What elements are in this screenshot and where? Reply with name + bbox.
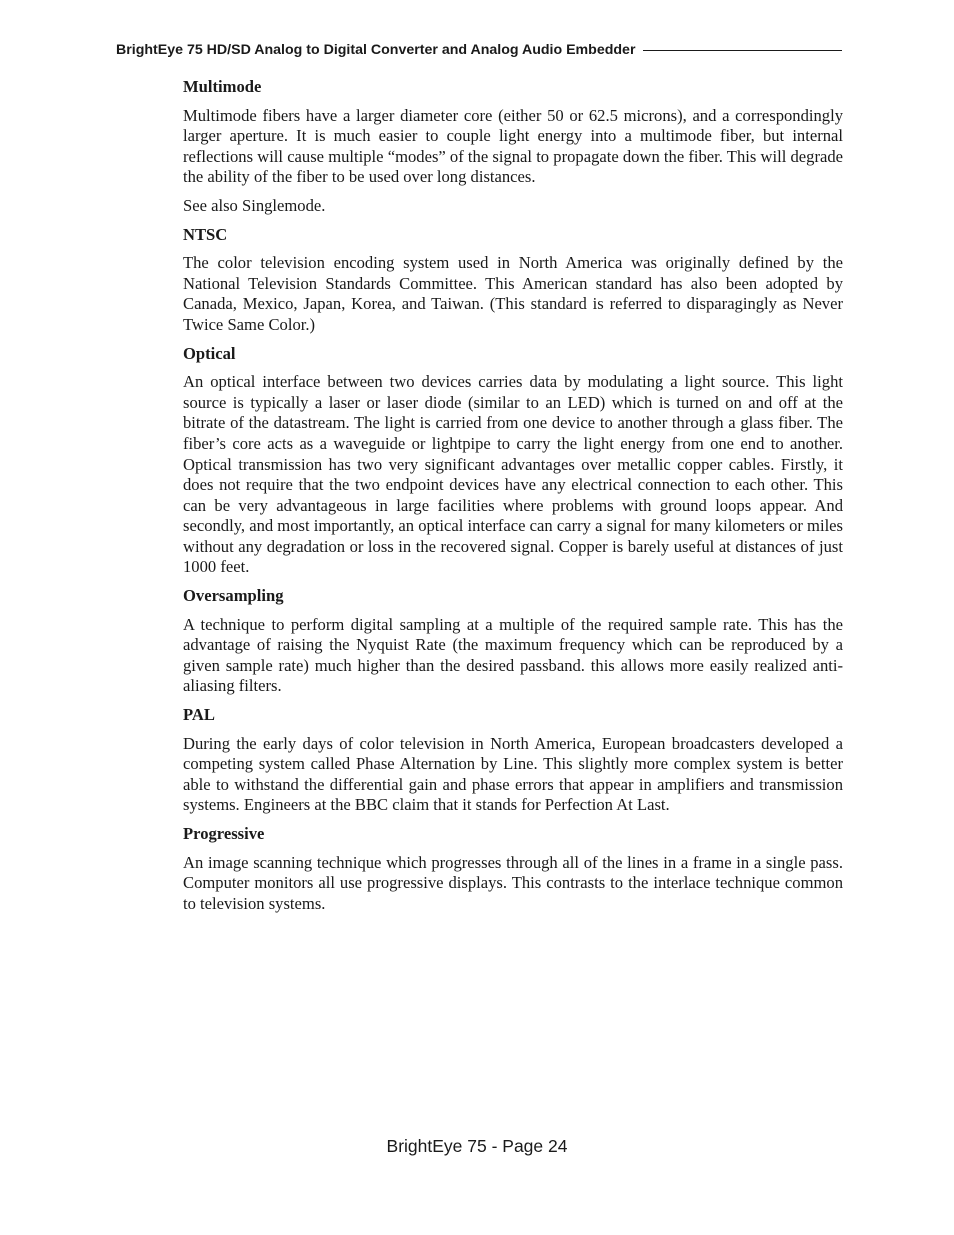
page-footer [0, 1136, 954, 1157]
definition-paragraph: The color television encoding system used in North America was originally defined by the National Television Standards Committee. This American standard has also been adopted by Canada, Mexico, Japan, Korea, and Taiwan. (This standard is referred to disparagingly as Never Twice Same Color.) [183, 253, 843, 334]
glossary-entry-pal [183, 705, 843, 816]
definition-paragraph: An optical interface between two devices carries data by modulating a light source. This light source is typically a laser or laser diode (similar to an LED) which is turned on and off at the bitrate of the datastream. The light is carried from one device to another through a glass fiber. The fiber’s core acts as a waveguide or lightpipe to carry the light energy from one end to another. Optical transmission has two very significant advantages over metallic copper cables. Firstly, it does not require that the two endpoint devices have any electrical connection to each other. This can be very advantageous in large facilities where problems with ground loops appear. And secondly, and most importantly, an optical interface can carry a signal for many kilometers or miles without any degradation or loss in the recovered signal. Copper is barely useful at distances of just 1000 feet. [183, 372, 843, 577]
glossary-content [183, 77, 843, 922]
header-title: BrightEye 75 HD/SD Analog to Digital Converter and Analog Audio Embedder [116, 42, 636, 58]
glossary-entry-oversampling [183, 586, 843, 697]
definition-paragraph: An image scanning technique which progresses through all of the lines in a frame in a single pass. Computer monitors all use progressive displays. This contrasts to the interlace technique common to television systems. [183, 852, 843, 913]
running-header [116, 42, 842, 58]
definition-paragraph: A technique to perform digital sampling at a multiple of the required sample rate. This has the advantage of raising the Nyquist Rate (the maximum frequency which can be reproduced by a given sample rate) much higher than the desired passband. this allows more easily realized anti-aliasing filters. [183, 614, 843, 696]
term-heading: PAL [183, 705, 215, 725]
term-heading: Multimode [183, 77, 262, 96]
glossary-entry-optical [183, 344, 843, 579]
definition-paragraph: During the early days of color television in North America, European broadcasters developed a competing system called Phase Alternation by Line. This slightly more complex system is better able to withstand the differential gain and phase errors that appear in amplifiers and transmission systems. Engineers at the BBC claim that it stands for Perfection At Last. [183, 733, 843, 815]
glossary-entry-ntsc [183, 225, 843, 336]
page-number: BrightEye 75 - Page 24 [386, 1136, 568, 1156]
header-rule [643, 50, 842, 51]
term-heading: Progressive [183, 824, 265, 843]
term-heading: NTSC [183, 224, 228, 244]
definition-paragraph: See also Singlemode. [183, 195, 326, 215]
glossary-entry-progressive [183, 824, 843, 914]
term-heading: Oversampling [183, 586, 284, 606]
term-heading: Optical [183, 343, 236, 363]
definition-paragraph: Multimode fibers have a larger diameter core (either 50 or 62.5 microns), and a correspondingly larger aperture. It is much easier to couple light energy into a multimode fiber, but internal reflections will cause multiple “modes” of the signal to propagate down the fiber. This will degrade the ability of the fiber to be used over long distances. [183, 105, 843, 187]
glossary-entry-multimode [183, 77, 843, 217]
